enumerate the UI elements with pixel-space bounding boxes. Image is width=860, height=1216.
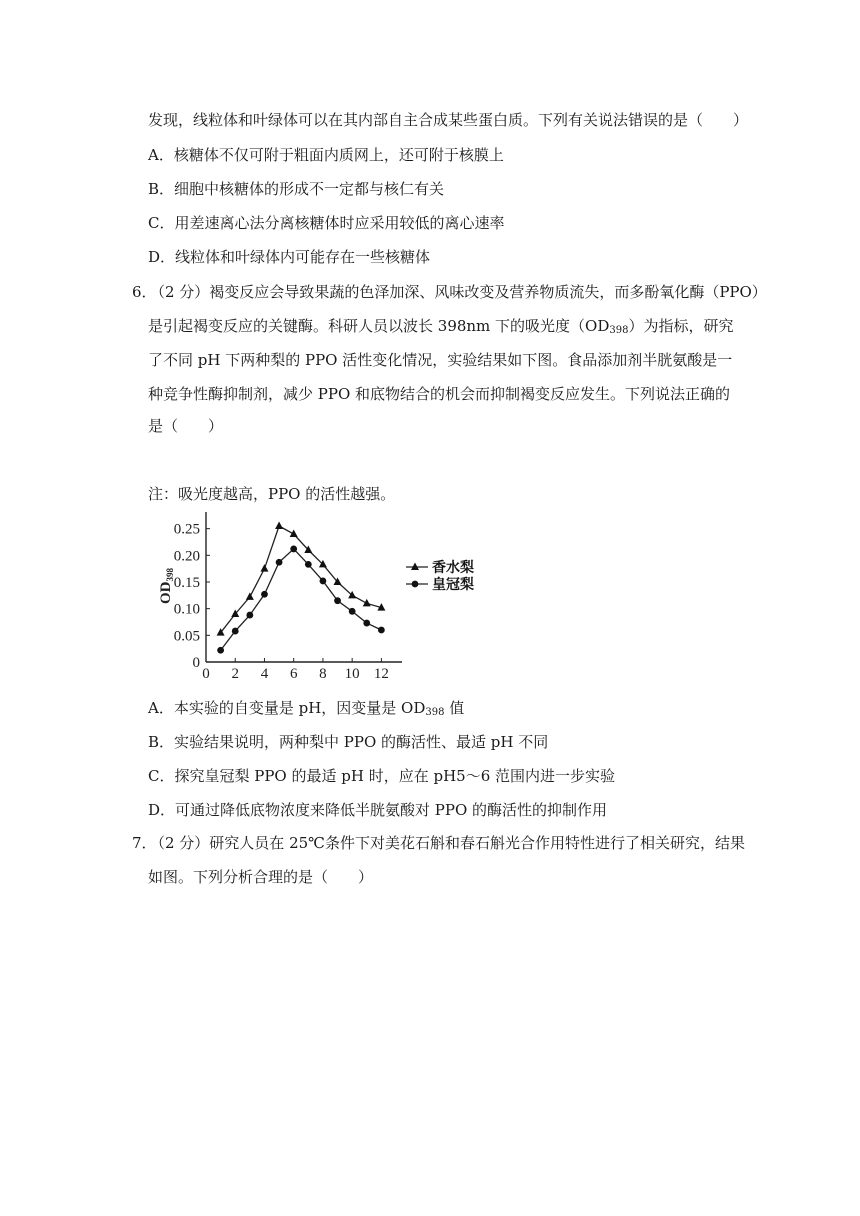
x-tick-label: 10 xyxy=(344,666,360,682)
series-2-point xyxy=(276,559,283,566)
series-1-point xyxy=(290,530,298,538)
series-2-point xyxy=(349,608,356,615)
series-2-point xyxy=(378,627,385,634)
q6-option-a-pre: A．本实验的自变量是 pH，因变量是 OD xyxy=(148,699,426,717)
q6-line-5: 是（ ） xyxy=(148,417,224,435)
q6-line-2-post: ）为指标，研究 xyxy=(628,317,734,335)
series-2-point xyxy=(305,561,312,568)
q6-option-a-post: 值 xyxy=(444,699,465,717)
series-line-1 xyxy=(221,526,382,633)
q6-line-2-pre: 是引起褐变反应的关键酶。科研人员以波长 398nm 下的吸光度（OD xyxy=(148,317,610,335)
y-axis-label: $OD_{398}$ xyxy=(158,568,175,604)
q5-option-a: A．核糖体不仅可附于粗面内质网上，还可附于核膜上 xyxy=(148,146,504,164)
pear-ppo-chart xyxy=(158,512,498,686)
series-1-point xyxy=(363,599,371,607)
q6-line-4: 种竞争性酶抑制剂，减少 PPO 和底物结合的机会而抑制褐变反应发生。下列说法正确的 xyxy=(148,385,731,403)
series-2-point xyxy=(334,597,341,604)
q5-option-d: D．线粒体和叶绿体内可能存在一些核糖体 xyxy=(148,248,431,266)
q6-line-1: （2 分）褐变反应会导致果蔬的色泽加深、风味改变及营养物质流失，而多酚氧化酶（PPO） xyxy=(150,283,767,301)
q5-option-c: C．用差速离心法分离核糖体时应采用较低的离心速率 xyxy=(148,214,505,232)
x-tick-label: 2 xyxy=(231,666,239,682)
legend-label-2: 皇冠梨 xyxy=(432,578,474,593)
q6-line-3: 了不同 pH 下两种梨的 PPO 活性变化情况，实验结果如下图。食品添加剂半胱氨酸是一 xyxy=(148,351,733,369)
y-tick-label: 0.25 xyxy=(173,521,200,538)
q5-option-b: B．细胞中核糖体的形成不一定都与核仁有关 xyxy=(148,180,445,198)
series-2-point xyxy=(363,620,370,627)
x-tick-label: 4 xyxy=(260,666,269,682)
legend-label-1: 香水梨 xyxy=(432,561,474,576)
q6-number: 6． xyxy=(132,283,157,301)
series-2-point xyxy=(232,628,239,635)
q6-line-2 xyxy=(148,316,734,341)
series-2-point xyxy=(217,647,224,654)
x-tick-label: 12 xyxy=(373,666,389,682)
q6-note: 注：吸光度越高，PPO 的活性越强。 xyxy=(148,485,396,503)
legend-marker-circle xyxy=(412,581,419,588)
series-2-point xyxy=(320,578,327,585)
series-1-point xyxy=(260,564,268,572)
series-1-point xyxy=(246,592,254,600)
q7-number: 7． xyxy=(132,834,157,852)
series-2-point xyxy=(290,546,297,553)
q7-line-1: （2 分）研究人员在 25℃条件下对美花石斛和春石斛光合作用特性进行了相关研究，结果 xyxy=(150,834,745,852)
y-tick-label: 0 xyxy=(192,655,200,671)
x-tick-label: 6 xyxy=(289,666,298,682)
series-1-point xyxy=(275,522,283,530)
legend-marker-triangle xyxy=(411,563,419,571)
q5-intro-line: 发现，线粒体和叶绿体可以在其内部自主合成某些蛋白质。下列有关说法错误的是（ ） xyxy=(148,111,749,129)
y-tick-label: 0.10 xyxy=(173,601,200,618)
y-tick-label: 0.20 xyxy=(173,548,200,565)
x-tick-label: 8 xyxy=(319,666,327,682)
q6-line-2-sub: 398 xyxy=(609,325,629,336)
y-tick-label: 0.15 xyxy=(173,575,200,591)
y-tick-label: 0.05 xyxy=(173,628,200,645)
series-2-point xyxy=(246,612,253,619)
q6-option-a-sub: 398 xyxy=(425,707,445,718)
series-2-point xyxy=(261,591,268,598)
series-line-2 xyxy=(221,549,382,650)
q6-option-a xyxy=(148,698,464,723)
q6-option-b: B．实验结果说明，两种梨中 PPO 的酶活性、最适 pH 不同 xyxy=(148,733,549,751)
q6-option-d: D．可通过降低底物浓度来降低半胱氨酸对 PPO 的酶活性的抑制作用 xyxy=(148,801,608,819)
q6-option-c: C．探究皇冠梨 PPO 的最适 pH 时，应在 pH5～6 范围内进一步实验 xyxy=(148,767,616,785)
q7-line-2: 如图。下列分析合理的是（ ） xyxy=(148,868,374,886)
x-tick-label: 0 xyxy=(202,666,210,682)
